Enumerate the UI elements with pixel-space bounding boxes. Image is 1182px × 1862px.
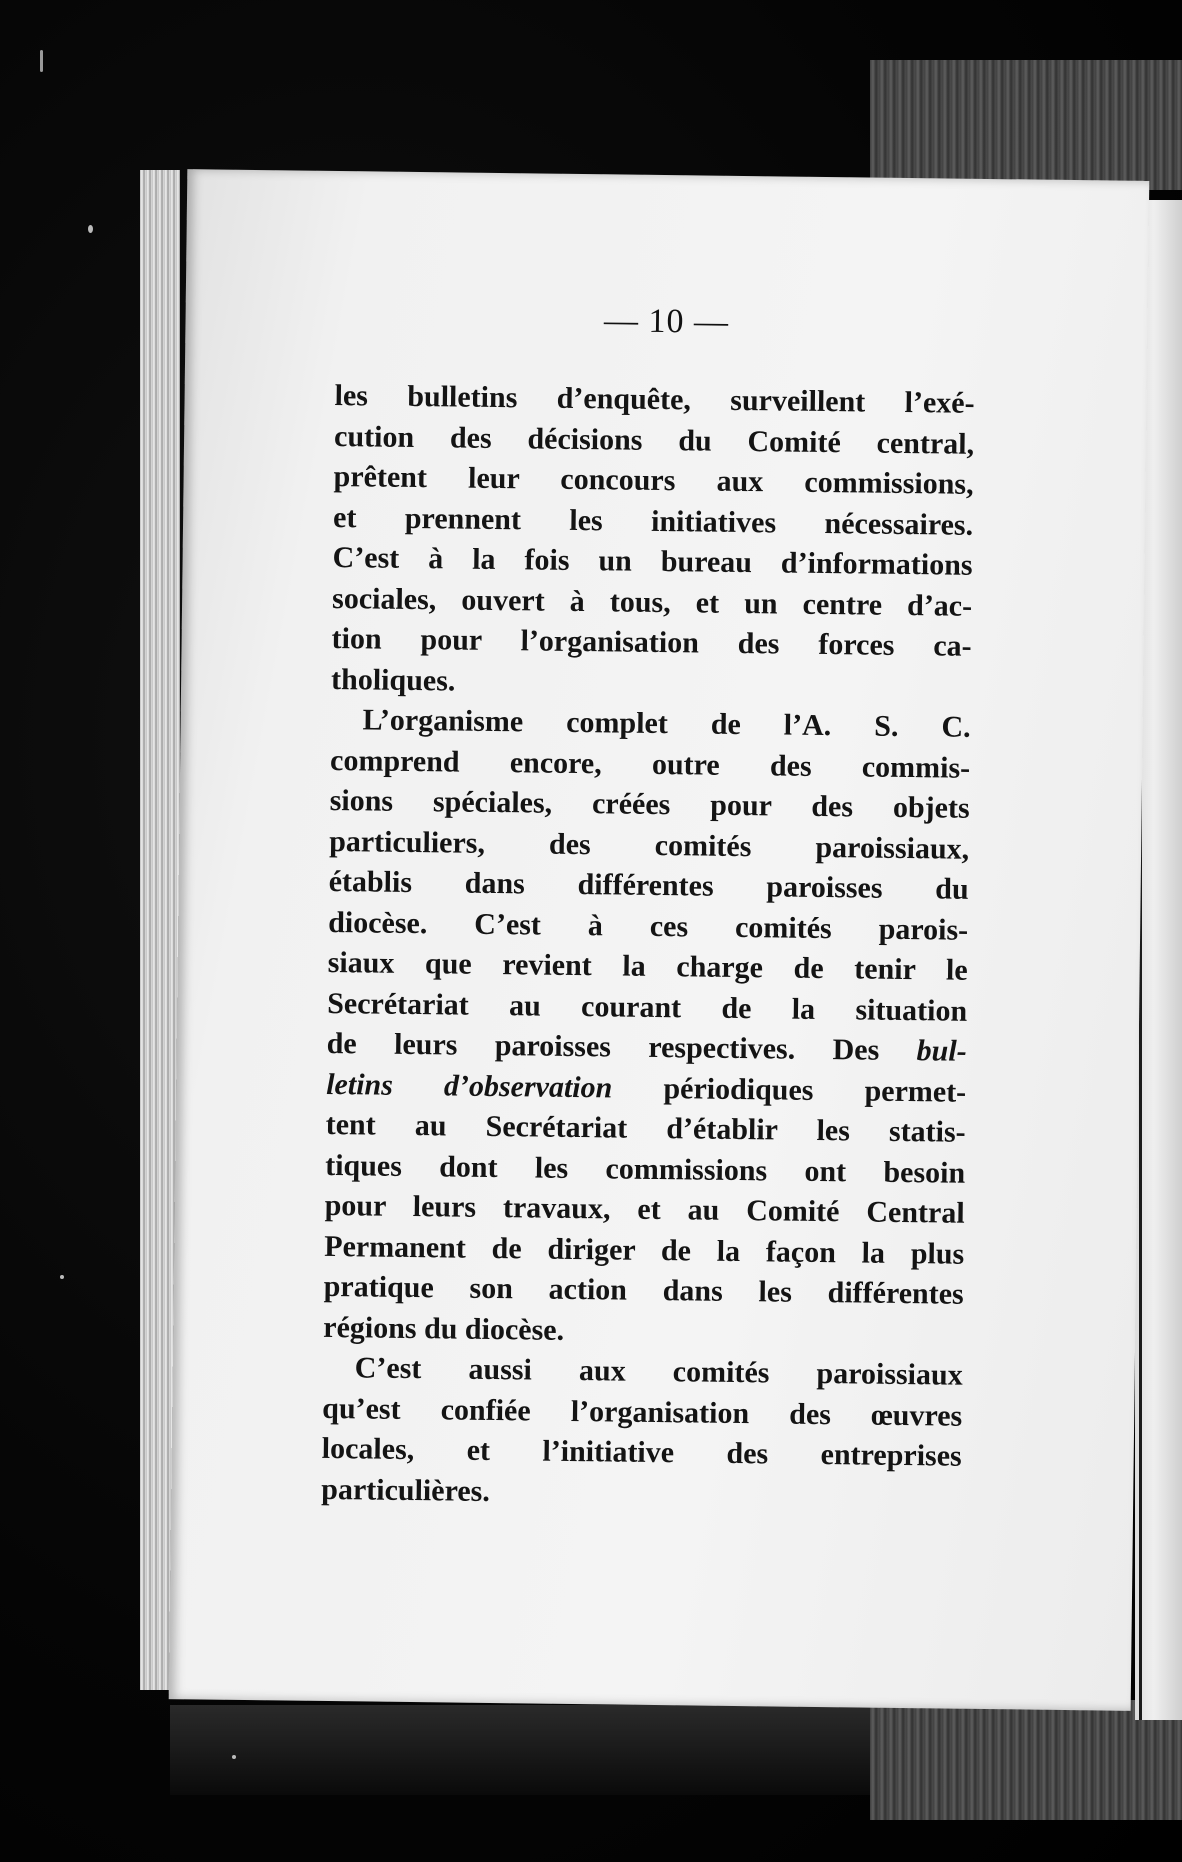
- text-segment: périodiques permet-: [663, 1071, 967, 1109]
- text-line: les bulletins d’enquête, surveillent l’exé-: [334, 378, 975, 420]
- book-spines-top: [870, 60, 1182, 190]
- text-line: tholiques.: [330, 662, 456, 697]
- text-line: C’est aussi aux comités paroissiaux: [354, 1351, 963, 1392]
- text-line: comprend encore, outre des commis-: [329, 743, 971, 785]
- text-line: Permanent de diriger de la façon la plus: [324, 1229, 965, 1271]
- text-segment: de leurs paroisses respectives. Des: [326, 1026, 880, 1067]
- text-line: tent au Secrétariat d’établir les statis-: [325, 1107, 966, 1149]
- dust-speck: [60, 1275, 64, 1279]
- text-line: pratique son action dans les différentes: [323, 1269, 964, 1311]
- page-number: — 10 —: [603, 302, 730, 341]
- dust-speck: [232, 1755, 236, 1759]
- text-line: pour leurs travaux, et au Comité Central: [324, 1188, 965, 1230]
- text-line: L’organisme complet de l’A. S. C.: [362, 703, 971, 744]
- text-line: particulières.: [321, 1472, 491, 1508]
- book-page: [169, 169, 1150, 1711]
- text-line: siaux que revient la charge de tenir le: [327, 945, 968, 987]
- text-line: tion pour l’organisation des forces ca-: [331, 621, 972, 663]
- italic-segment: bul-: [916, 1034, 967, 1068]
- text-line: sociales, ouvert à tous, et un centre d’ac-: [331, 581, 973, 623]
- book-shadow-bottom: [170, 1705, 870, 1795]
- text-line: diocèse. C’est à ces comités parois-: [327, 905, 969, 947]
- text-line: locales, et l’initiative des entreprises: [321, 1431, 962, 1473]
- text-line: Secrétariat au courant de la situation: [327, 986, 968, 1028]
- dust-speck: [40, 50, 43, 72]
- text-line-mixed: [326, 1024, 966, 1072]
- text-line: établis dans différentes paroisses du: [328, 864, 969, 906]
- text-line: particuliers, des comités paroissiaux,: [328, 824, 970, 866]
- italic-segment: letins d’observation: [326, 1067, 613, 1104]
- text-line: sions spéciales, créées pour des objets: [329, 783, 970, 825]
- dust-speck: [88, 225, 93, 233]
- text-line: qu’est confiée l’organisation des œuvres: [322, 1391, 963, 1433]
- body-text: [321, 376, 975, 1518]
- text-line: et prennent les initiatives nécessaires.: [332, 500, 974, 542]
- text-line: C’est à la fois un bureau d’informations: [332, 540, 973, 582]
- text-line: cution des décisions du Comité central,: [333, 419, 975, 461]
- text-line: prêtent leur concours aux commissions,: [333, 459, 974, 501]
- text-line: tiques dont les commissions ont besoin: [325, 1148, 966, 1190]
- text-line: régions du diocèse.: [323, 1310, 565, 1347]
